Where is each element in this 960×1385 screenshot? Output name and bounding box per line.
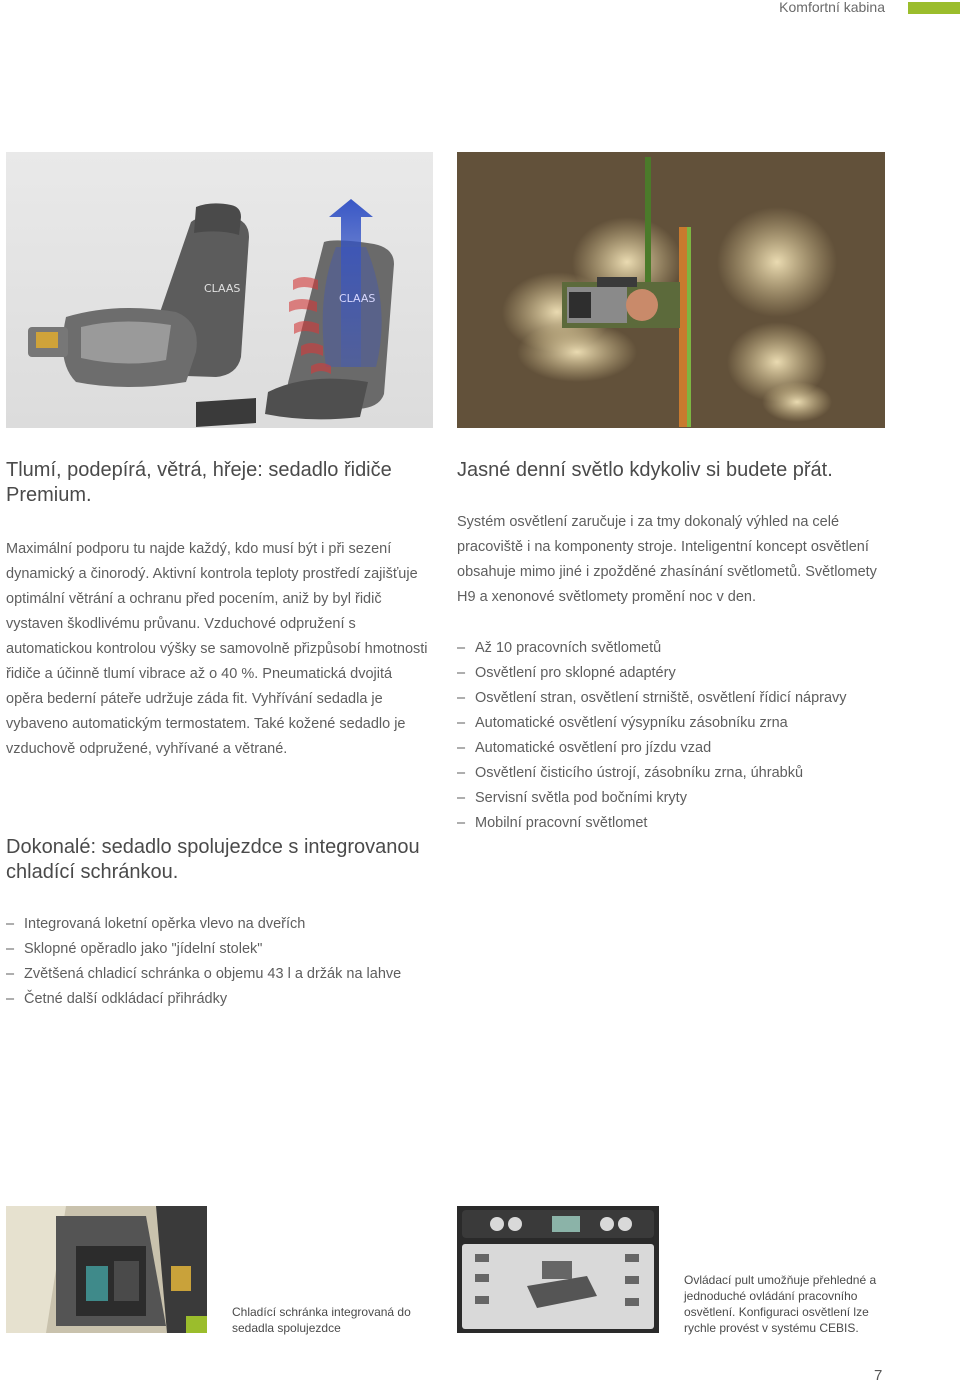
list-item: – Sklopné opěradlo jako "jídelní stolek" <box>6 937 446 962</box>
lighting-features <box>457 636 897 836</box>
list-item: – Zvětšená chladicí schránka o objemu 43 l a držák na lahve <box>6 962 446 987</box>
list-item: – Četné další odkládací přihrádky <box>6 987 446 1012</box>
list-item: – Osvětlení čisticího ústrojí, zásobníku zrna, úhrabků <box>457 761 897 786</box>
list-item: – Integrovaná loketní opěrka vlevo na dveřích <box>6 912 446 937</box>
seat-photo <box>6 152 433 428</box>
combine-lighting-photo <box>457 152 885 428</box>
list-item: – Servisní světla pod bočními kryty <box>457 786 897 811</box>
seat-heading: Tlumí, podepírá, větrá, hřeje: sedadlo řidiče Premium. <box>6 459 392 506</box>
seat-logo-right: CLAAS <box>339 292 376 305</box>
section-title: Komfortní kabina <box>779 0 885 15</box>
list-item: – Osvětlení pro sklopné adaptéry <box>457 661 897 686</box>
list-item: – Osvětlení stran, osvětlení strniště, osvětlení řídicí nápravy <box>457 686 897 711</box>
list-item: – Automatické osvětlení pro jízdu vzad <box>457 736 897 761</box>
list-item: – Mobilní pracovní světlomet <box>457 811 897 836</box>
passenger-seat-heading: Dokonalé: sedadlo spolujezdce s integrovanou chladící schránkou. <box>6 836 420 883</box>
control-panel-photo <box>457 1206 659 1333</box>
passenger-seat-features <box>6 912 446 1012</box>
seat-logo-left: CLAAS <box>204 282 241 295</box>
cooler-box-photo <box>6 1206 207 1333</box>
list-item: – Až 10 pracovních světlometů <box>457 636 897 661</box>
lighting-heading: Jasné denní světlo kdykoliv si budete přát. <box>457 459 833 481</box>
section-accent-bar <box>908 2 960 14</box>
list-item: – Automatické osvětlení výsypníku zásobníku zrna <box>457 711 897 736</box>
lighting-paragraph: Systém osvětlení zaručuje i za tmy dokonalý výhled na celé pracoviště i na komponenty stroje. Inteligentní koncept osvětlení obsahuje mimo jiné i zpožděné zhasínání světlometů. Světlomety H9 a xenonové světlomety promění noc v den. <box>457 514 877 605</box>
cooler-caption: Chladící schránka integrovaná do sedadla spolujezdce <box>232 1305 411 1335</box>
seat-paragraph: Maximální podporu tu najde každý, kdo musí být i při sezení dynamický a činorodý. Aktivní kontrola teploty prostředí zajišťuje optimální větrání a ochranu před pocením, aniž by byl řidič vystaven škodlivému průvanu. Vzduchové odpružení s automatickou kontrolou výšky se samovolně přizpůsobí hmotnosti řidiče a účinně tlumí vibrace až o 40 %. Pneumatická dvojitá opěra bederní páteře udržuje záda fit. Vyhřívání sedadla je vybaveno automatickým termostatem. Také kožené sedadlo je vzduchově odpružené, vyhřívané a větrané. <box>6 541 428 757</box>
control-panel-caption: Ovládací pult umožňuje přehledné a jednoduché ovládání pracovního osvětlení. Konfiguraci osvětlení lze rychle provést v systému CEBIS. <box>684 1273 877 1335</box>
page-number: 7 <box>874 1367 883 1384</box>
